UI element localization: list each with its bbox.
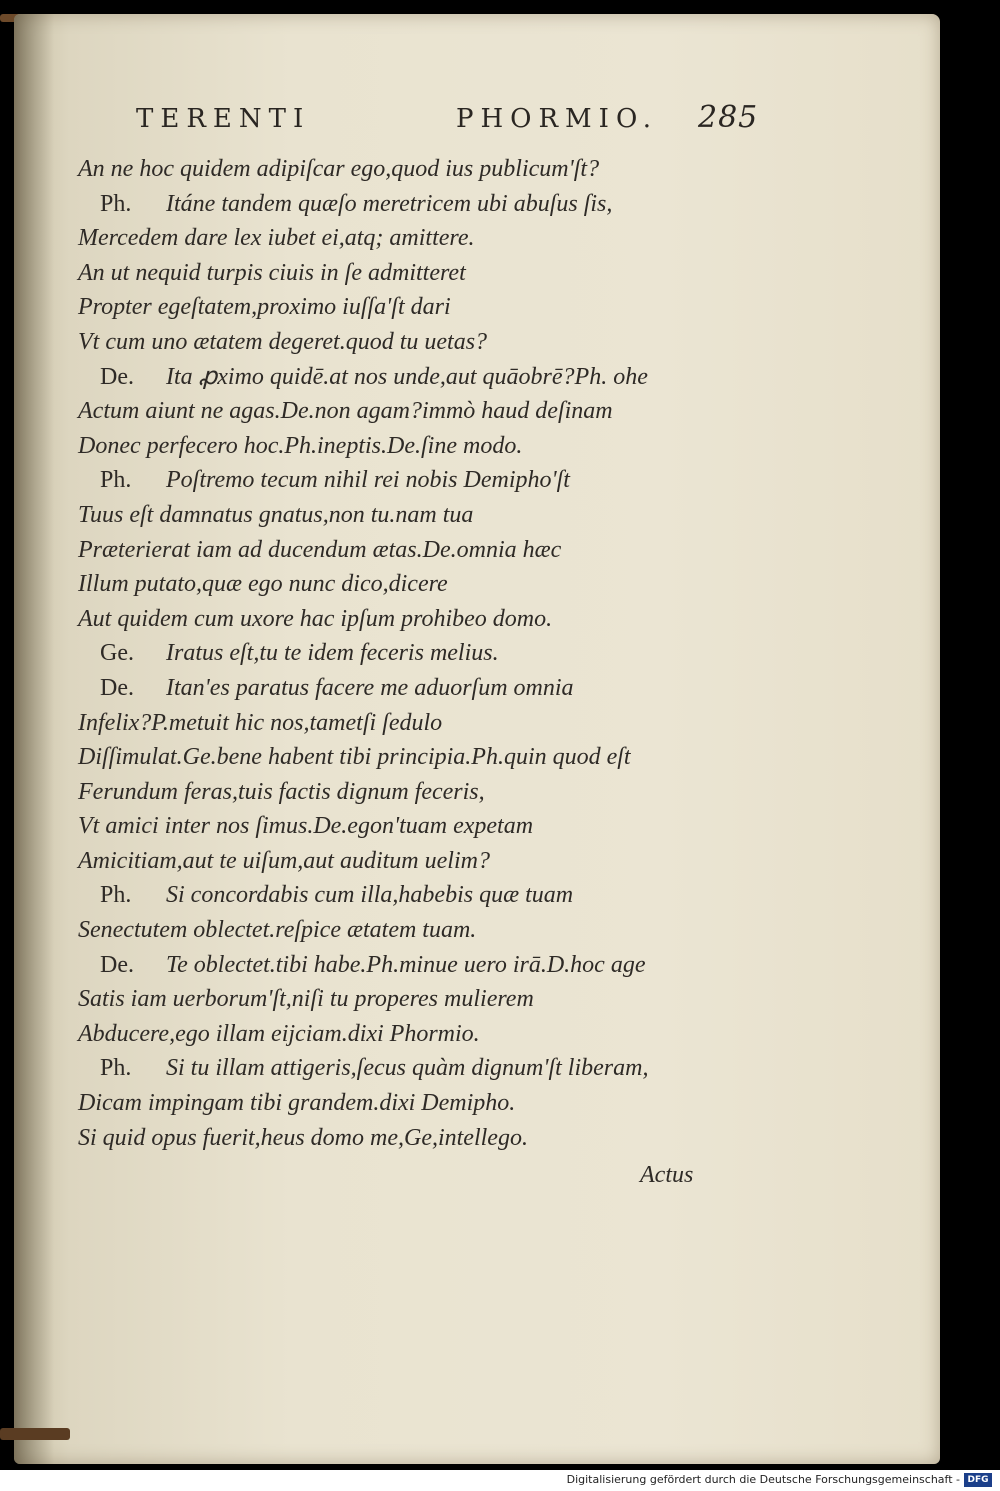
line-text: Dicam impingam tibi grandem.dixi Demipho. xyxy=(78,1090,516,1117)
text-line xyxy=(78,256,738,291)
line-text: Senectutem oblectet.reſpice ætatem tuam. xyxy=(78,917,477,944)
line-text: Si concordabis cum illa,habebis quæ tuam xyxy=(166,882,574,909)
line-text: Iratus eſt,tu te idem feceris melius. xyxy=(166,640,499,667)
text-line xyxy=(78,221,738,256)
line-text: Tuus eſt damnatus gnatus,non tu.nam tua xyxy=(78,501,474,528)
line-text: Itáne tandem quæſo meretricem ubi abuſus ſis, xyxy=(166,190,613,217)
footer-credit: Digitalisierung gefördert durch die Deutsche Forschungsgemeinschaft - xyxy=(566,1473,960,1486)
text-line xyxy=(78,1051,738,1086)
text-line xyxy=(78,463,738,498)
line-text: Abducere,ego illam eijciam.dixi Phormio. xyxy=(78,1020,480,1047)
text-line xyxy=(78,602,738,637)
binding-edge-bottom xyxy=(0,1428,70,1440)
running-header xyxy=(136,100,776,144)
line-text: Poſtremo tecum nihil rei nobis Demipho'ſt xyxy=(166,467,570,494)
line-text: Præterierat iam ad ducendum ætas.De.omnia hæc xyxy=(78,536,562,563)
line-text: Vt cum uno ætatem degeret.quod tu uetas? xyxy=(78,328,488,355)
line-text: Illum putato,quæ ego nunc dico,dicere xyxy=(78,571,448,598)
text-line xyxy=(78,844,738,879)
speaker-label: De. xyxy=(100,674,134,701)
header-title: PHORMIO. xyxy=(456,104,659,134)
line-text: Diſſimulat.Ge.bene habent tibi principia.Ph.quin quod eſt xyxy=(78,744,631,771)
text-line xyxy=(78,290,738,325)
line-text: Aut quidem cum uxore hac ipſum prohibeo domo. xyxy=(78,605,553,632)
text-line xyxy=(78,152,738,187)
text-line xyxy=(78,429,738,464)
footer-bar xyxy=(0,1470,1000,1491)
line-text: Infelix?P.metuit hic nos,tametſi ſedulo xyxy=(78,709,443,736)
text-line xyxy=(78,671,738,706)
line-text: Itan'es paratus facere me aduorſum omnia xyxy=(166,674,574,701)
line-text: Donec perfecero hoc.Ph.ineptis.De.ſine modo. xyxy=(78,432,523,459)
line-text: Ferundum feras,tuis factis dignum feceris, xyxy=(78,778,485,805)
gutter-shadow xyxy=(14,14,54,1464)
text-line xyxy=(78,775,738,810)
text-line xyxy=(78,706,738,741)
line-text: Mercedem dare lex iubet ei,atq; amittere. xyxy=(78,225,475,252)
text-line xyxy=(78,948,738,983)
text-line xyxy=(78,740,738,775)
line-text: Si quid opus fuerit,heus domo me,Ge,intellego. xyxy=(78,1124,528,1151)
text-line xyxy=(78,982,738,1017)
line-text: Si tu illam attigeris,ſecus quàm dignum'ſt liberam, xyxy=(166,1055,649,1082)
speaker-label: Ph. xyxy=(100,1055,132,1082)
speaker-label: Ge. xyxy=(100,640,134,667)
speaker-label: Ph. xyxy=(100,882,132,909)
line-text: Actum aiunt ne agas.De.non agam?immò haud deſinam xyxy=(78,398,613,425)
header-author: TERENTI xyxy=(136,104,311,134)
text-line xyxy=(78,809,738,844)
dfg-logo: DFG xyxy=(964,1473,992,1487)
text-line xyxy=(78,913,738,948)
text-line xyxy=(78,394,738,429)
catchword: Actus xyxy=(640,1162,694,1188)
speaker-label: Ph. xyxy=(100,190,132,217)
line-text: Satis iam uerborum'ſt,niſi tu properes mulierem xyxy=(78,986,534,1013)
text-line xyxy=(78,498,738,533)
line-text: Amicitiam,aut te uiſum,aut auditum uelim? xyxy=(78,847,490,874)
line-text: Ita ꝓximo quidē.at nos unde,aut quāobrē?Ph. ohe xyxy=(166,363,648,390)
line-text: Vt amici inter nos ſimus.De.egon'tuam expetam xyxy=(78,813,534,840)
speaker-label: De. xyxy=(100,951,134,978)
text-line xyxy=(78,325,738,360)
text-line xyxy=(78,1086,738,1121)
text-line xyxy=(78,636,738,671)
speaker-label: De. xyxy=(100,363,134,390)
text-line xyxy=(78,187,738,222)
text-line xyxy=(78,360,738,395)
text-line xyxy=(78,567,738,602)
speaker-label: Ph. xyxy=(100,467,132,494)
text-line xyxy=(78,1121,738,1156)
line-text: Propter egeſtatem,proximo iuſſa'ſt dari xyxy=(78,294,451,321)
page-number: 285 xyxy=(698,100,759,135)
line-text: An ne hoc quidem adipiſcar ego,quod ius publicum'ſt? xyxy=(78,156,600,182)
line-text: An ut nequid turpis ciuis in ſe admitteret xyxy=(78,259,466,286)
verse-text-block xyxy=(78,152,738,1155)
line-text: Te oblectet.tibi habe.Ph.minue uero irā.D.hoc age xyxy=(166,951,646,978)
text-line xyxy=(78,878,738,913)
text-line xyxy=(78,533,738,568)
text-line xyxy=(78,1017,738,1052)
